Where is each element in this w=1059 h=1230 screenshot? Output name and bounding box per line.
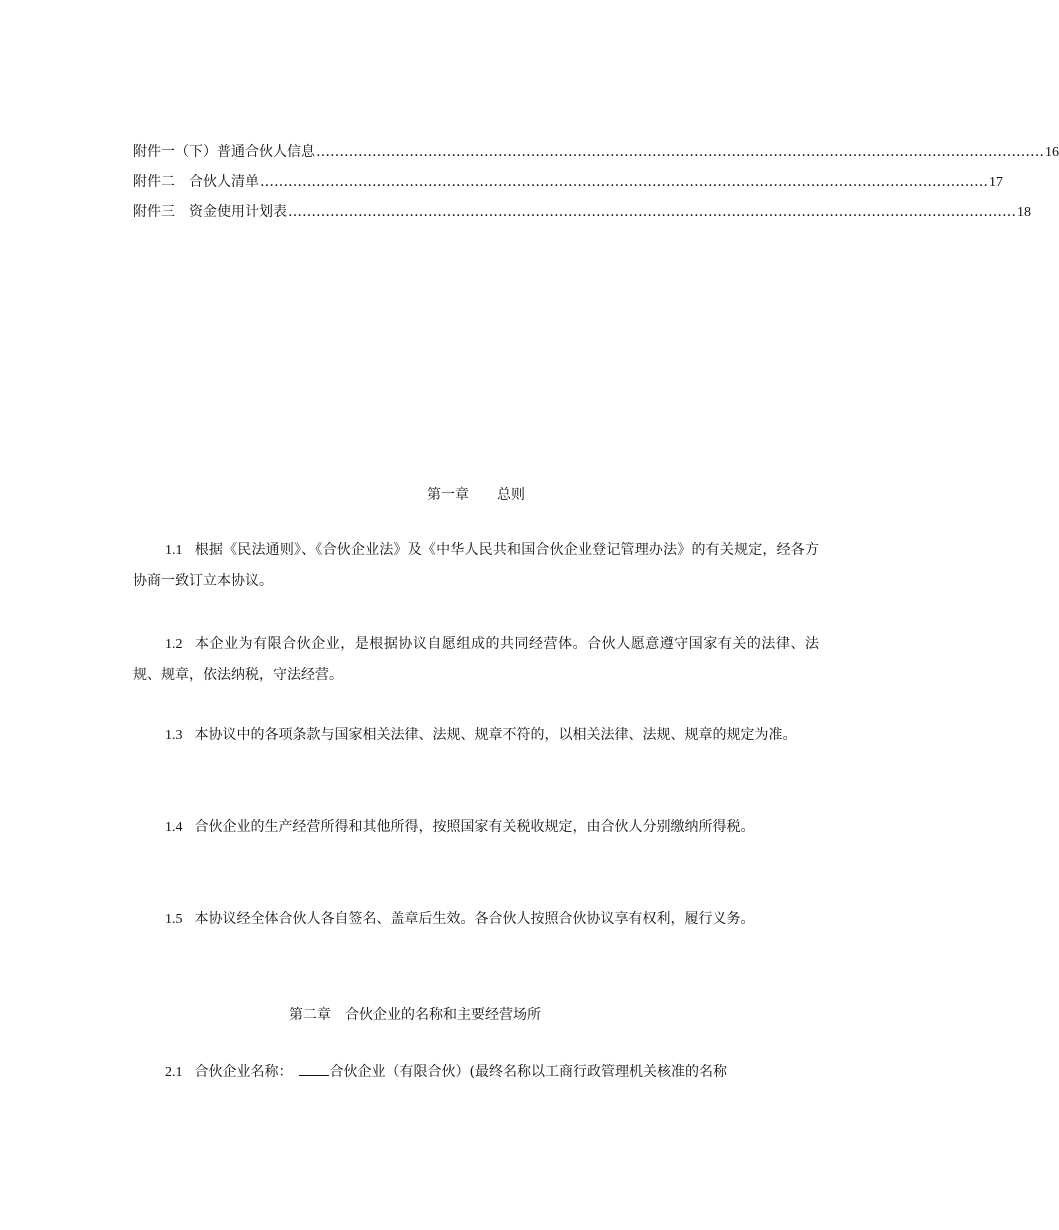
- toc-entry[interactable]: [133, 171, 1003, 201]
- clause-text: 本企业为有限合伙企业，是根据协议自愿组成的共同经营体。合伙人愿意遵守国家有关的法律、法规、规章，依法纳税，守法经营。: [133, 636, 819, 683]
- clause-text: 本协议中的各项条款与国家相关法律、法规、规章不符的，以相关法律、法规、规章的规定为准。: [194, 727, 797, 743]
- clause-1-5: [133, 904, 819, 935]
- clause-1-4: [133, 812, 819, 843]
- clause-text: 合伙企业（有限合伙）(最终名称以工商行政管理机关核准的名称: [329, 1064, 727, 1080]
- toc-entry-label: 附件三 资金使用计划表: [133, 204, 287, 220]
- clause-number: 1.1: [165, 543, 183, 558]
- toc-entry[interactable]: [133, 201, 1031, 231]
- clause-text: 本协议经全体合伙人各自签名、盖章后生效。各合伙人按照合伙协议享有权利，履行义务。: [194, 911, 755, 927]
- toc-entry-page: 17: [989, 175, 1003, 190]
- name-blank-line[interactable]: [299, 1074, 329, 1076]
- clause-text: 根据《民法通则》、《合伙企业法》及《中华人民共和国合伙企业登记管理办法》的有关规定，经各方协商一致订立本协议。: [133, 542, 819, 589]
- clause-label: 合伙企业名称：: [194, 1064, 293, 1080]
- clause-number: 1.3: [165, 728, 183, 743]
- clause-number: 2.1: [165, 1065, 183, 1080]
- clause-1-2: [133, 629, 819, 690]
- toc-entry-page: 16: [1045, 145, 1059, 160]
- toc-leader-dots: …………………………………………………………………………………………………………………………………………: [260, 174, 988, 190]
- chapter-2-title: 第二章 合伙企业的名称和主要经营场所: [289, 1007, 541, 1023]
- toc-entry-label: 附件二 合伙人清单: [133, 174, 259, 190]
- clause-number: 1.4: [165, 820, 183, 835]
- clause-2-1: [133, 1057, 819, 1088]
- chapter-1-title: 第一章 总则: [427, 487, 525, 503]
- toc-leader-dots: …………………………………………………………………………………………………………………………………………: [316, 144, 1044, 160]
- toc-entry-label: 附件一（下）普通合伙人信息: [133, 144, 315, 160]
- clause-number: 1.2: [165, 637, 183, 652]
- toc-leader-dots: …………………………………………………………………………………………………………………………………………: [288, 204, 1016, 220]
- clause-1-3: [133, 720, 819, 751]
- table-of-contents: [133, 141, 1059, 231]
- clause-1-1: [133, 535, 819, 596]
- clause-text: 合伙企业的生产经营所得和其他所得，按照国家有关税收规定，由合伙人分别缴纳所得税。: [194, 819, 755, 835]
- clause-number: 1.5: [165, 912, 183, 927]
- toc-entry-page: 18: [1017, 205, 1031, 220]
- toc-entry[interactable]: [133, 141, 1059, 171]
